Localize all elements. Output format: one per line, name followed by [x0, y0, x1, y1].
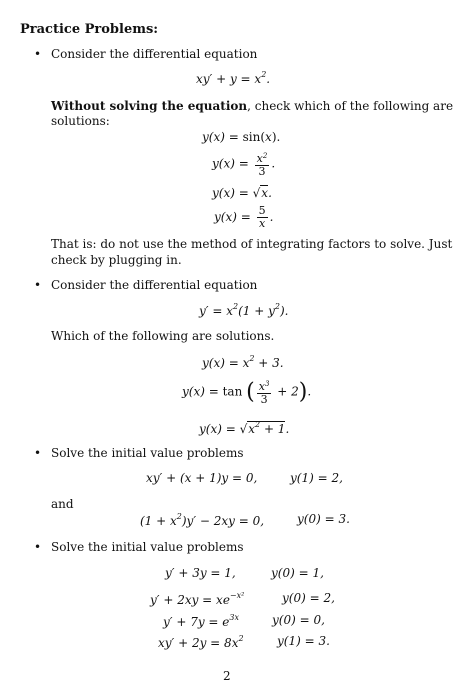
- p2-candidate-1: $y(x) = x^2 + 3$.: [202, 354, 284, 370]
- p2-candidate-3: $y(x) = √x^2 + 1$.: [199, 420, 290, 436]
- bullet: •: [34, 540, 42, 554]
- p1-intro: Consider the differential equation: [51, 47, 258, 61]
- bullet: •: [34, 47, 42, 61]
- p1-candidate-2: y(x) = $\frac{x^2}{3}$ .: [212, 152, 276, 178]
- p4-row3-condition: y(0) = 0,: [272, 613, 325, 627]
- p1-equation: $xy' + y = x^2$.: [196, 70, 271, 86]
- p1-candidate-1: y(x) = sin(x).: [202, 130, 281, 144]
- p1-note-line1: That is: do not use the method of integrating factors to solve. Just: [51, 237, 453, 251]
- p3-ivp1-condition: y(1) = 2,: [290, 471, 343, 485]
- bullet: •: [34, 278, 42, 292]
- page-number: 2: [223, 669, 231, 683]
- p4-row1-equation: y′ + 3y = 1,: [165, 566, 236, 580]
- p1-instruction-rest: , check which of the following are: [247, 99, 454, 113]
- p2-candidate-2: y(x) = tan ( $\frac{x^3}{3}$ + 2).: [182, 379, 312, 406]
- p1-note-line2: check by plugging in.: [51, 253, 182, 267]
- p1-instruction-bold: Without solving the equation: [51, 99, 248, 113]
- bullet: •: [34, 446, 42, 460]
- p2-equation: $y' = x^2(1 + y^2)$.: [199, 302, 289, 318]
- p2-question: Which of the following are solutions.: [51, 329, 275, 343]
- p3-ivp2-equation: $(1 + x^2)y' - 2xy = 0$,: [140, 512, 265, 528]
- p4-row2-condition: y(0) = 2,: [282, 591, 335, 605]
- p2-intro: Consider the differential equation: [51, 278, 258, 292]
- p3-intro: Solve the initial value problems: [51, 446, 244, 460]
- p3-ivp1-equation: xy′ + (x + 1)y = 0,: [146, 471, 258, 485]
- p4-row3-equation: $y' + 7y = e^{3x}$: [163, 613, 239, 629]
- p1-instruction-line2: solutions:: [51, 114, 110, 128]
- p4-row4-equation: $xy' + 2y = 8x^2$: [158, 634, 244, 650]
- p4-intro: Solve the initial value problems: [51, 540, 244, 554]
- p4-row2-equation: $y' + 2xy = xe^{-x^2}$: [150, 591, 245, 607]
- p1-instruction-line1: [51, 98, 453, 115]
- p1-candidate-4: y(x) = $\frac{5}{x}$ .: [214, 204, 274, 230]
- p1-candidate-3: y(x) = √x.: [212, 186, 272, 200]
- p4-row4-condition: y(1) = 3.: [277, 634, 330, 648]
- page-heading: Practice Problems:: [20, 22, 159, 37]
- p3-and: and: [51, 497, 74, 511]
- p4-row1-condition: y(0) = 1,: [271, 566, 324, 580]
- p3-ivp2-condition: y(0) = 3.: [297, 512, 350, 526]
